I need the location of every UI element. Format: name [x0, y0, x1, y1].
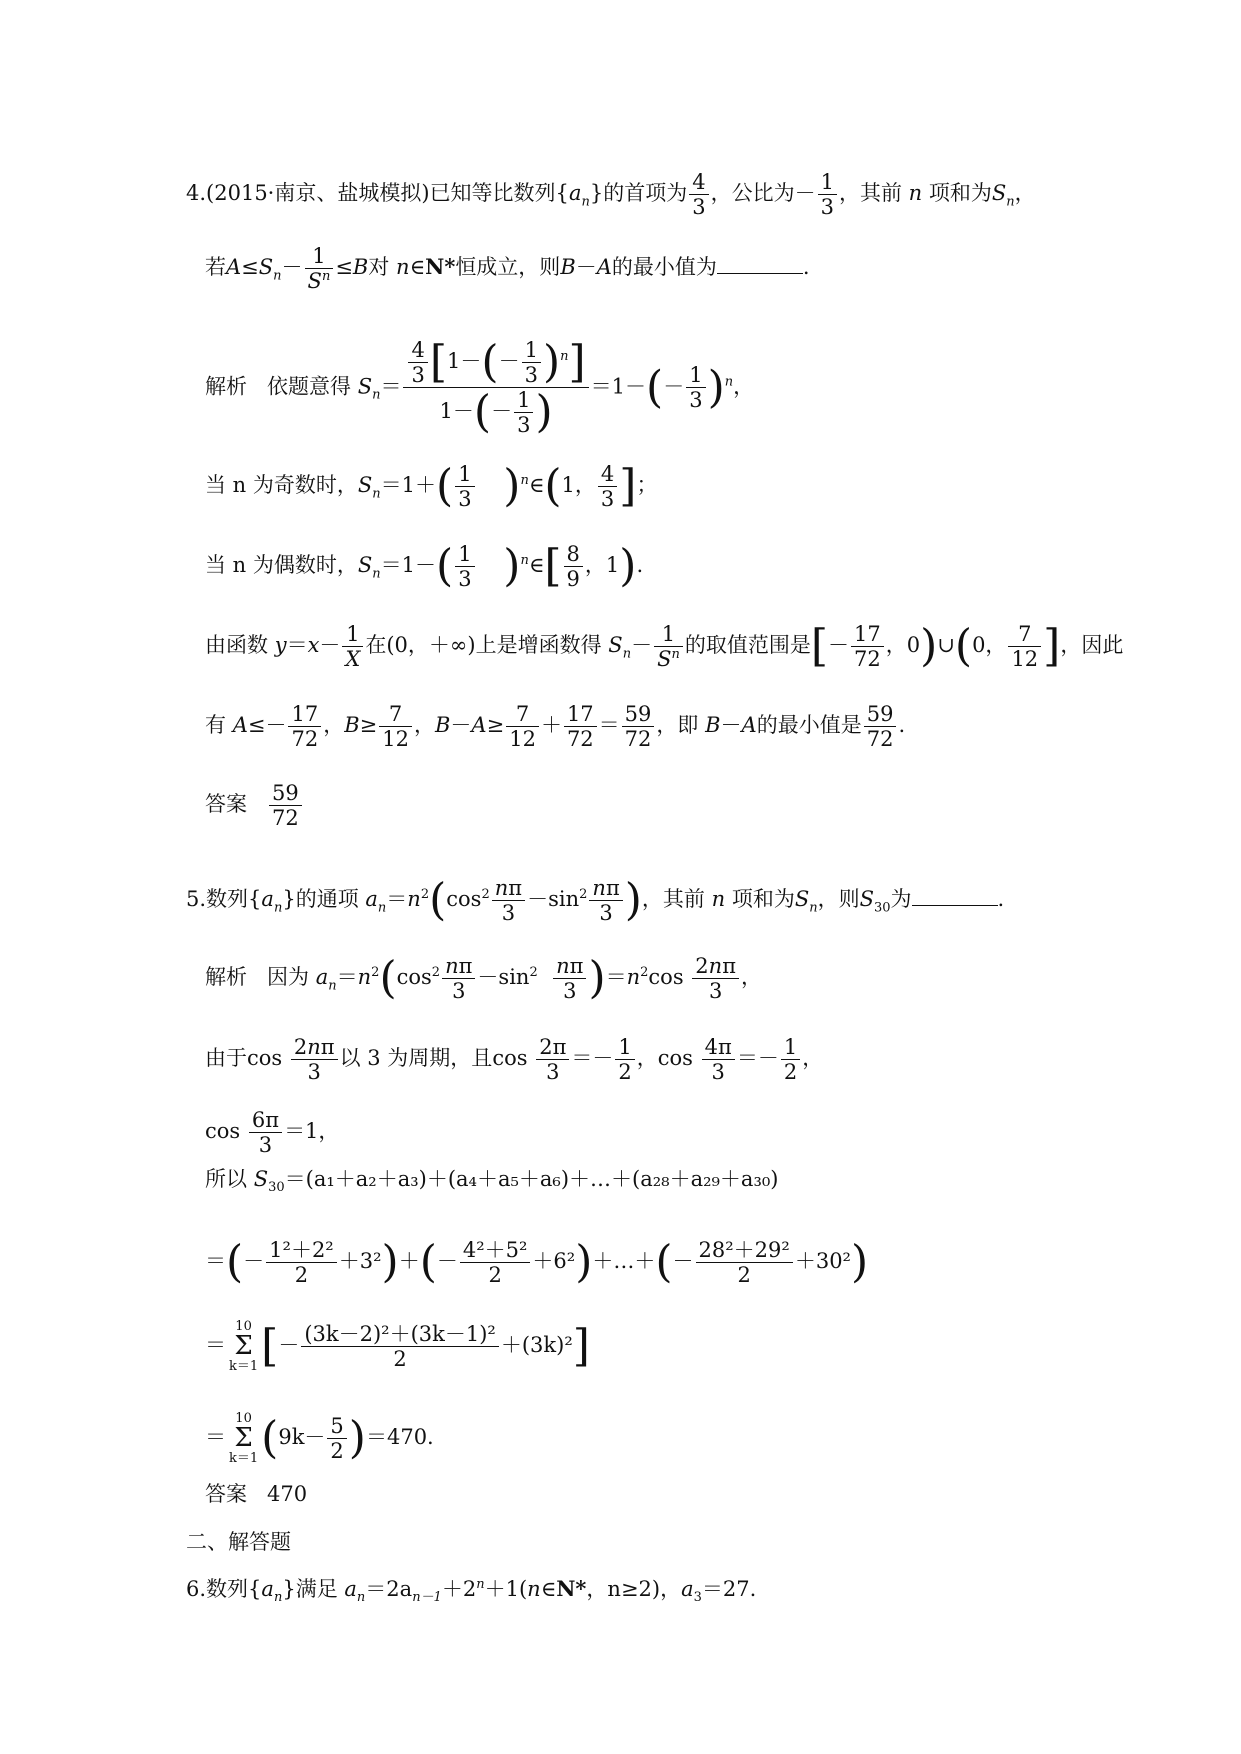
frac-1-3: $\frac{1}{3}$: [818, 170, 837, 219]
q5-stem: 5.数列$\{a_n\}$的通项 $a_n=n^2(\cos^2$ $\frac{n\pi}{3}$ $-\sin^2$ $\frac{n\pi}{3}$ )，其前 n 项和为$S_n$，则$S_{30}$为 .: [186, 874, 1005, 926]
sigma-symbol: 10 Σ k＝1: [229, 1319, 259, 1375]
q5-sum-line3: ＝10 Σ k＝1[－ $\frac{\text{(3k－2)²＋(3k－1)²}}{2}$ ＋(3k)²]: [205, 1319, 590, 1375]
q5-analysis-line1: 解析 因为 $a_n=n^2(\cos^2$ $\frac{n\pi}{3}$ $-\sin^2$ $\frac{n\pi}{3}$ )$=n^2\cos$ $\frac{2n\pi}{3}$ ，: [205, 952, 763, 1004]
frac-4-3: $\frac{4}{3}$: [689, 170, 708, 219]
q4-condition: 若$A\le S_n-$ $\frac{1}{S^n}$ ≤B对 n∈N*恒成立，则B－A的最小值为 .: [205, 244, 810, 294]
q4-analysis-line1: 解析 依题意得 $S_n=$ $\frac{4}{3}$ [1－(－ $\frac{1}{3}$ )$^n$] 1－(－ $\frac{1}{3}$ ) ＝1－(－ $\frac{1}{3}$ )$^n$，: [205, 336, 755, 438]
q5-sum-line2: ＝(－ $\frac{\text{1²＋2²}}{2}$ ＋3²)＋(－ $\frac{\text{4²＋5²}}{2}$ ＋6²)＋…＋(－ $\frac{\text{28²＋29²}}{2}$ ＋30²): [205, 1236, 869, 1288]
q5-sum-line4: ＝10 Σ k＝1(9k－ $\frac{5}{2}$ )＝470.: [205, 1411, 434, 1467]
frac-1-Sn: $\frac{1}{S^n}$: [305, 244, 334, 293]
q5-answer: 答案 470: [205, 1482, 308, 1506]
q5-analysis-line3: cos $\frac{6\pi}{3}$ ＝1，: [205, 1108, 340, 1158]
answer-blank: [717, 255, 803, 274]
q4-stem: 4.(2015·南京、盐城模拟)已知等比数列$\{a_n\}$的首项为 $\frac{4}{3}$ ，公比为－ $\frac{1}{3}$ ，其前 n 项和为$S_n$，: [186, 170, 1036, 220]
q4-answer: 答案 $\frac{59}{72}$: [205, 781, 304, 830]
q4-even-case: 当 n 为偶数时，$S_n=1-$( $\frac{1}{3}$ )$^n$∈[ $\frac{8}{9}$ ，1).: [205, 540, 644, 592]
sigma-symbol: 10 Σ k＝1: [229, 1411, 259, 1467]
q6-stem: 6.数列$\{a_n\}$满足 $a_n=2a_{n-1}+2^n+1(n\in N*$，n≥2)，$a_3=27$.: [186, 1576, 757, 1606]
frac-sn-formula: $\frac{4}{3}$ [1－(－ $\frac{1}{3}$ )$^n$] 1－(－ $\frac{1}{3}$ ): [403, 338, 588, 438]
q5-analysis-line2: 由于cos $\frac{2n\pi}{3}$ 以 3 为周期，且cos $\frac{2\pi}{3}$ ＝－ $\frac{1}{2}$ ，cos $\frac{4\pi}{3}$ ＝－ $\frac{1}{2}$ ，: [205, 1035, 824, 1085]
answer-blank: [912, 887, 998, 906]
q5-sum-line1: 所以 $S_{30}=(a_1+a_2+a_3)+(a_4+a_5+a_6)+\dots+(a_{28}+a_{29}+a_{30})$: [205, 1167, 779, 1196]
q4-conclusion: 有 A≤－ $\frac{17}{72}$ ，B≥ $\frac{7}{12}$ ，B－A≥ $\frac{7}{12}$ ＋ $\frac{17}{72}$ ＝ $\frac{59}{72}$ ，即 B－A的最小值是 $\frac{59}{72}$ .: [205, 702, 906, 752]
section-title: 二、解答题: [186, 1530, 291, 1554]
q4-function-line: 由函数 y＝x－ $\frac{1}{X}$ 在(0，＋∞)上是增函数得 $S_n-$ $\frac{1}{S^n}$ 的取值范围是[－ $\frac{17}{72}$ ，0)∪(0， $\frac{7}{12}$ ]，因此: [205, 620, 1124, 672]
q4-odd-case: 当 n 为奇数时，$S_n=1+$( $\frac{1}{3}$ )$^n$∈(1， $\frac{4}{3}$ ]；: [205, 460, 658, 512]
